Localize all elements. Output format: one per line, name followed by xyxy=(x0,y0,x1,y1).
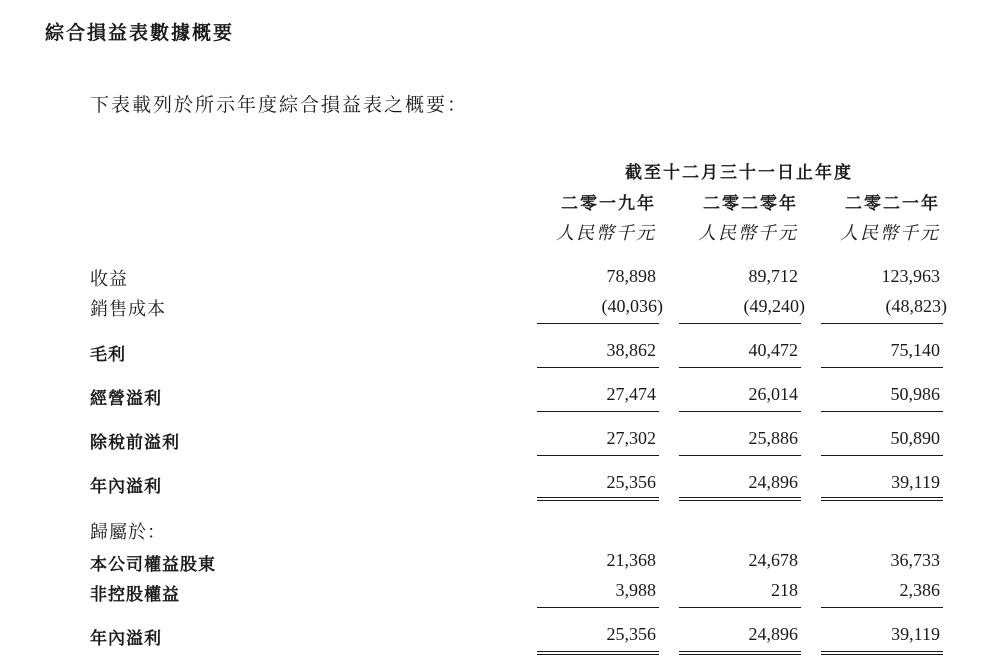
row-label-operating-profit: 經營溢利 xyxy=(90,389,162,409)
cell-equity-shareholders-2020: 24,678 xyxy=(748,550,798,570)
unit-label-2020: 人民幣千元 xyxy=(698,223,798,244)
row-label-cost-of-sales: 銷售成本 xyxy=(90,299,166,320)
cell-operating-profit-2021: 50,986 xyxy=(890,384,940,404)
row-rule xyxy=(821,455,943,456)
row-rule xyxy=(821,367,943,368)
subtotal-rule xyxy=(821,323,943,324)
total-double-rule xyxy=(821,651,943,655)
cell-profit-for-year-total-2020: 24,896 xyxy=(748,624,798,644)
cell-gross-profit-2020: 40,472 xyxy=(748,340,798,360)
total-double-rule xyxy=(679,497,801,501)
cell-gross-profit-2019: 38,862 xyxy=(606,340,656,360)
cell-non-controlling-interests-2020: 218 xyxy=(771,580,798,600)
row-rule xyxy=(537,367,659,368)
unit-label-2019: 人民幣千元 xyxy=(556,223,656,244)
column-header-2020: 二零二零年 xyxy=(703,194,798,214)
subtotal-rule xyxy=(537,323,659,324)
cell-operating-profit-2020: 26,014 xyxy=(748,384,798,404)
cell-cost-of-sales-2020: (49,240) xyxy=(743,296,805,316)
cell-revenue-2019: 78,898 xyxy=(606,266,656,286)
cell-revenue-2020: 89,712 xyxy=(748,266,798,286)
cell-profit-before-tax-2020: 25,886 xyxy=(748,428,798,448)
cell-equity-shareholders-2019: 21,368 xyxy=(606,550,656,570)
cell-profit-for-year-2020: 24,896 xyxy=(748,472,798,492)
subtotal-rule xyxy=(537,607,659,608)
total-double-rule xyxy=(537,497,659,501)
row-label-revenue: 收益 xyxy=(90,269,128,290)
cell-profit-for-year-2019: 25,356 xyxy=(606,472,656,492)
row-rule xyxy=(679,455,801,456)
cell-non-controlling-interests-2019: 3,988 xyxy=(615,580,656,600)
cell-operating-profit-2019: 27,474 xyxy=(606,384,656,404)
row-label-non-controlling-interests: 非控股權益 xyxy=(90,585,180,605)
cell-profit-for-year-total-2021: 39,119 xyxy=(891,624,940,644)
cell-cost-of-sales-2021: (48,823) xyxy=(885,296,947,316)
section-heading: 綜合損益表數據概要 xyxy=(45,22,235,44)
row-rule xyxy=(821,411,943,412)
subtotal-rule xyxy=(821,607,943,608)
cell-non-controlling-interests-2021: 2,386 xyxy=(899,580,940,600)
cell-revenue-2021: 123,963 xyxy=(881,266,940,286)
row-rule xyxy=(537,411,659,412)
total-double-rule xyxy=(821,497,943,501)
cell-cost-of-sales-2019: (40,036) xyxy=(601,296,663,316)
cell-profit-before-tax-2019: 27,302 xyxy=(606,428,656,448)
cell-gross-profit-2021: 75,140 xyxy=(890,340,940,360)
row-rule xyxy=(537,455,659,456)
total-double-rule xyxy=(537,651,659,655)
row-label-gross-profit: 毛利 xyxy=(90,345,126,365)
intro-text: 下表載列於所示年度綜合損益表之概要： xyxy=(90,94,469,116)
subtotal-rule xyxy=(679,607,801,608)
row-label-equity-shareholders: 本公司權益股東 xyxy=(90,555,216,575)
unit-label-2021: 人民幣千元 xyxy=(840,223,940,244)
cell-profit-before-tax-2021: 50,890 xyxy=(890,428,940,448)
row-label-profit-for-year-total: 年內溢利 xyxy=(90,629,162,649)
cell-profit-for-year-2021: 39,119 xyxy=(891,472,940,492)
cell-equity-shareholders-2021: 36,733 xyxy=(890,550,940,570)
period-header: 截至十二月三十一日止年度 xyxy=(625,163,853,183)
row-rule xyxy=(679,367,801,368)
column-header-2019: 二零一九年 xyxy=(561,194,656,214)
row-label-attributable-to: 歸屬於： xyxy=(90,522,166,543)
row-rule xyxy=(679,411,801,412)
cell-profit-for-year-total-2019: 25,356 xyxy=(606,624,656,644)
total-double-rule xyxy=(679,651,801,655)
subtotal-rule xyxy=(679,323,801,324)
row-label-profit-for-year: 年內溢利 xyxy=(90,477,162,497)
column-header-2021: 二零二一年 xyxy=(845,194,940,214)
row-label-profit-before-tax: 除稅前溢利 xyxy=(90,433,180,453)
